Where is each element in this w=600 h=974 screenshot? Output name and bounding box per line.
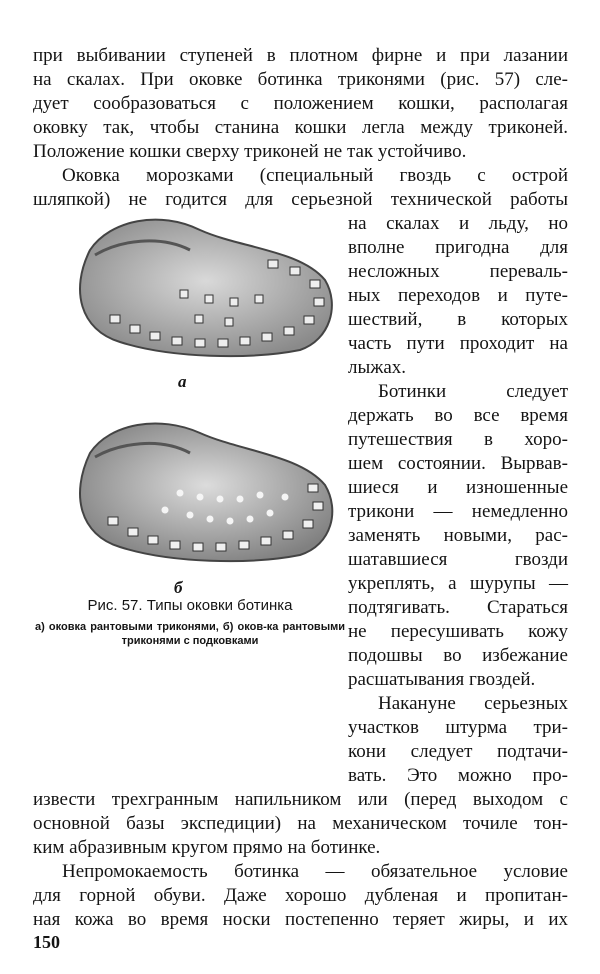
text-line: часть пути проходит на xyxy=(348,333,568,354)
text-line: Ботинки следует xyxy=(378,381,568,402)
text-line: кони следует подтачи- xyxy=(348,741,568,762)
text-line: участков штурма три- xyxy=(348,717,568,738)
text-line: шиеся и изношенные xyxy=(348,477,568,498)
text-line: шем состоянии. Вырвав- xyxy=(348,453,568,474)
figure-caption-text: а) оковка рантовыми триконями, б) оков-ка рантовыми триконями с подковками xyxy=(35,621,345,647)
text-line: шатавшиеся гвозди xyxy=(348,549,568,570)
figure-label-a: а xyxy=(178,372,187,391)
text-line: Оковка морозками (специальный гвоздь с острой xyxy=(62,165,568,186)
text-line: ким абразивным кругом прямо на ботинке. xyxy=(33,837,381,858)
figure-caption-title: Рис. 57. Типы оковки ботинка xyxy=(87,597,293,614)
text-line: несложных переваль- xyxy=(348,261,568,282)
text-line: укреплять, а шурупы — xyxy=(348,573,568,594)
text-line: Положение кошки сверху триконей не так устойчиво. xyxy=(33,141,467,162)
text-line: заменять новыми, рас- xyxy=(348,525,568,546)
text-line: трикони — немедленно xyxy=(348,501,568,522)
text-line: при выбивании ступеней в плотном фирне и при лазании xyxy=(33,45,568,66)
boot-sole-illustration-a xyxy=(50,210,340,360)
text-line: для горной обуви. Даже хорошо дубленая и пропитан- xyxy=(33,885,568,906)
text-line: не пересушивать кожу xyxy=(348,621,568,642)
text-line: шляпкой) не годится для серьезной технической работы xyxy=(33,189,568,210)
text-line: извести трехгранным напильником или (перед выходом с xyxy=(33,789,568,810)
text-line: на скалах и льду, но xyxy=(348,213,568,234)
figure-57 xyxy=(30,210,340,610)
text-line: подтягивать. Стараться xyxy=(348,597,568,618)
text-line: вполне пригодна для xyxy=(348,237,568,258)
text-line: Непромокаемость ботинка — обязательное условие xyxy=(62,861,568,882)
text-line: ных переходов и путе- xyxy=(348,285,568,306)
text-line: оковку так, чтобы станина кошки легла между триконей. xyxy=(33,117,568,138)
text-line: на скалах. При оковке ботинка триконями (рис. 57) сле- xyxy=(33,69,568,90)
text-line: расшатывания гвоздей. xyxy=(348,669,536,690)
text-line: вать. Это можно про- xyxy=(348,765,568,786)
text-line: лыжах. xyxy=(348,357,407,378)
figure-label-b: б xyxy=(174,578,183,597)
page-number: 150 xyxy=(33,932,60,952)
text-line: ная кожа во время носки постепенно теряет жиры, и их xyxy=(33,909,568,930)
text-line: шествий, в которых xyxy=(348,309,568,330)
text-line: держать во все время xyxy=(348,405,568,426)
text-line: Накануне серьезных xyxy=(378,693,568,714)
text-line: основной базы экспедиции) на механическом точиле тон- xyxy=(33,813,568,834)
text-line: путешествия в хоро- xyxy=(348,429,568,450)
text-line: подошвы во избежание xyxy=(348,645,568,666)
boot-sole-illustration-b xyxy=(50,415,340,565)
text-line: дует сообразоваться с положением кошки, располагая xyxy=(33,93,568,114)
